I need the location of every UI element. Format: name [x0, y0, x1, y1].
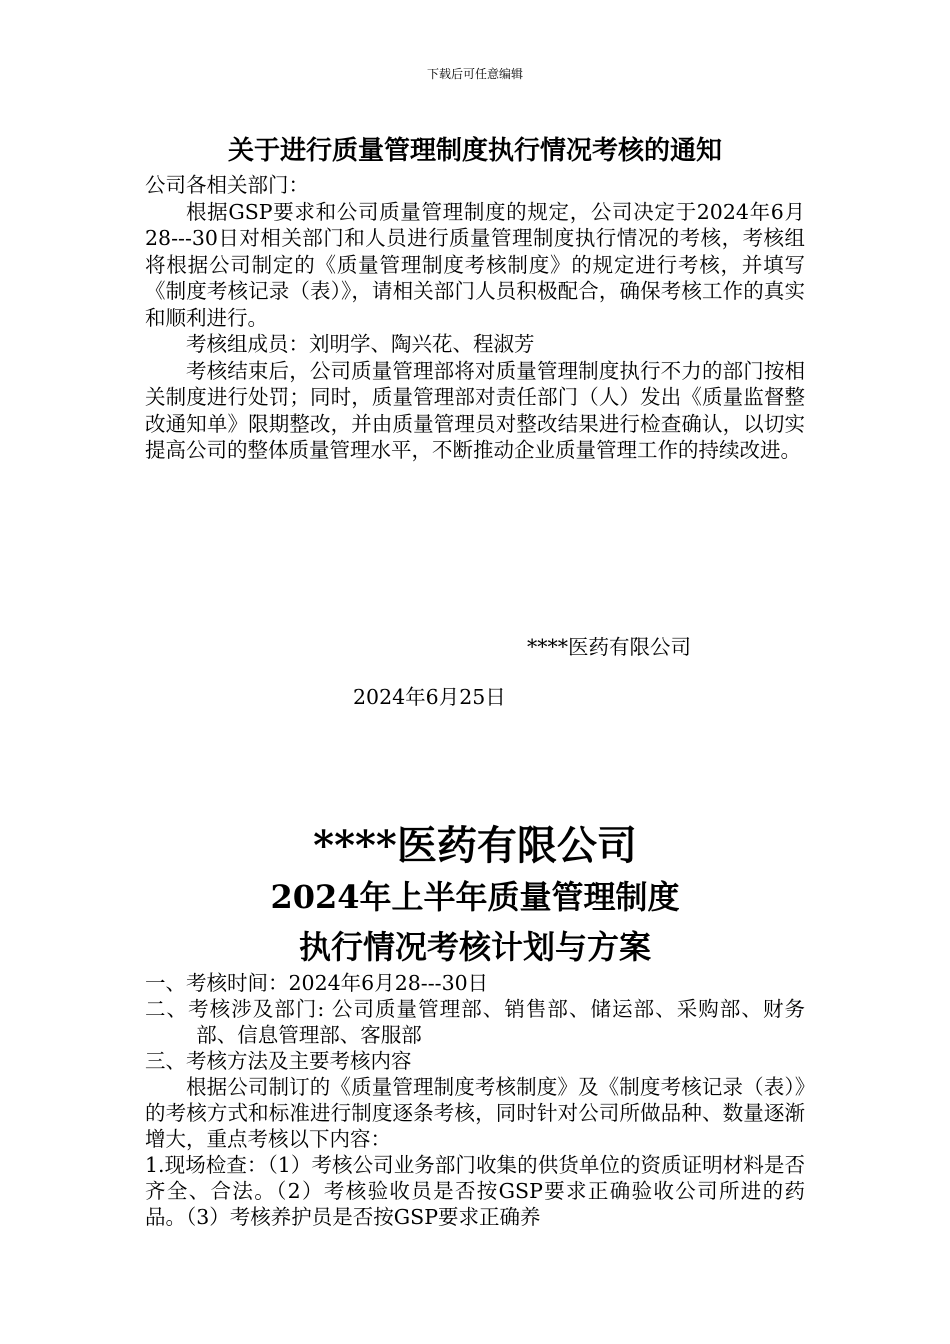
plan-paragraph-1: 根据公司制订的《质量管理制度考核制度》及《制度考核记录（表）》的考核方式和标准进行制度逐条考核，同时针对公司所做品种、数量逐渐增大，重点考核以下内容：	[145, 1075, 805, 1151]
notice-signature: ****医药有限公司	[527, 635, 691, 659]
notice-date: 2024年6月25日	[353, 685, 506, 709]
plan-item-1: 一、考核时间：2024年6月28---30日	[145, 971, 489, 995]
notice-salutation: 公司各相关部门：	[145, 173, 309, 197]
notice-paragraph-1: 根据GSP要求和公司质量管理制度的规定，公司决定于2024年6月28---30日对相关部门和人员进行质量管理制度执行情况的考核，考核组将根据公司制定的《质量管理制度考核制度》的规定进行考核，并填写《制度考核记录（表）》，请相关部门人员积极配合，确保考核工作的真实和顺利进行。	[145, 199, 805, 330]
notice-body	[145, 172, 805, 464]
plan-item-2: 二、考核涉及部门: 公司质量管理部、销售部、储运部、采购部、财务部、信息管理部、客服部	[145, 997, 805, 1047]
plan-company-title: ****医药有限公司	[313, 822, 637, 869]
notice-paragraph-3: 考核结束后，公司质量管理部将对质量管理制度执行不力的部门按相关制度进行处罚；同时，质量管理部对责任部门（人）发出《质量监督整改通知单》限期整改，并由质量管理员对整改结果进行检查确认，以切实提高公司的整体质量管理水平，不断推动企业质量管理工作的持续改进。	[145, 358, 805, 462]
plan-paragraph-2: 1.现场检查：（1）考核公司业务部门收集的供货单位的资质证明材料是否齐全、合法。（2）考核验收员是否按GSP要求正确验收公司所进的药品。（3）考核养护员是否按GSP要求正确养	[145, 1153, 805, 1229]
notice-paragraph-2: 考核组成员：刘明学、陶兴花、程淑芳	[186, 332, 535, 356]
notice-title: 关于进行质量管理制度执行情况考核的通知	[227, 136, 722, 166]
plan-title-line-3: 执行情况考核计划与方案	[298, 928, 651, 966]
plan-item-3: 三、考核方法及主要考核内容	[145, 1049, 412, 1073]
plan-title-line-2: 2024年上半年质量管理制度	[270, 878, 680, 916]
plan-body	[145, 970, 805, 1230]
header-note: 下载后可任意编辑	[426, 67, 523, 81]
